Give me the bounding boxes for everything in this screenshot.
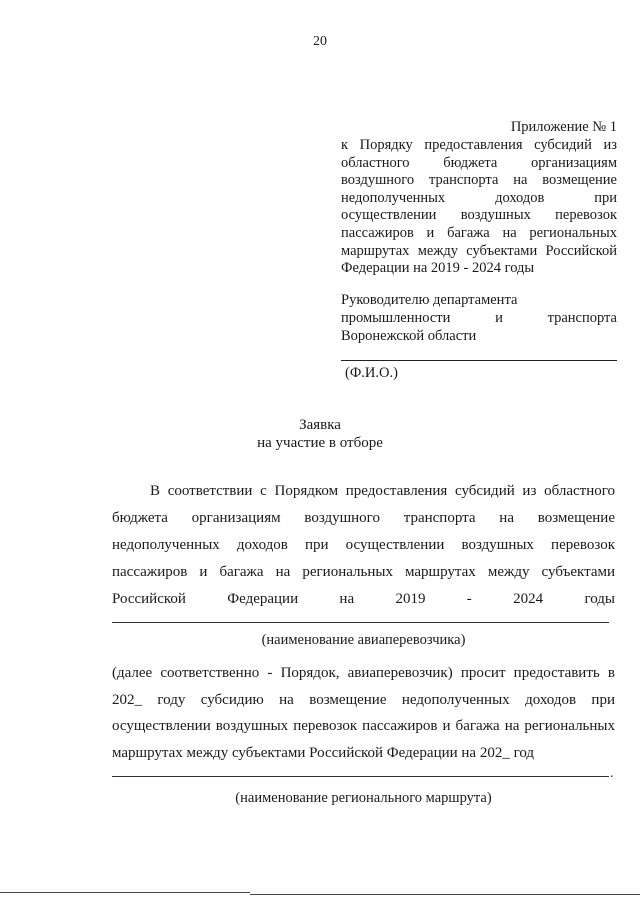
route-line-end-mark: . bbox=[610, 766, 614, 781]
addressee-line: Воронежской области bbox=[341, 328, 477, 344]
paragraph-line: осуществлении воздушных перевозок пассажиров и багажа на региональных bbox=[112, 718, 615, 734]
paragraph-line: Российской Федерации на 2019 - 2024 годы bbox=[112, 591, 615, 607]
page-bottom-rule bbox=[0, 892, 250, 893]
carrier-name-caption: (наименование авиаперевозчика) bbox=[261, 632, 466, 648]
annex-line: к Порядку предоставления субсидий из bbox=[341, 137, 617, 153]
annex-title: Приложение № 1 bbox=[510, 119, 617, 135]
annex-line: маршрутах между субъектами Российской bbox=[341, 242, 617, 259]
paragraph-request bbox=[112, 660, 615, 766]
annex-reference bbox=[341, 137, 617, 278]
page-bottom-rule bbox=[250, 894, 640, 895]
paragraph-line: недополученных доходов при осуществлении воздушных перевозок bbox=[112, 537, 615, 553]
carrier-name-blank-line[interactable] bbox=[112, 622, 609, 623]
paragraph-line: 202_ году субсидию на возмещение недополученных доходов при bbox=[112, 691, 615, 708]
route-name-blank-line[interactable] bbox=[112, 776, 609, 777]
addressee-line: промышленности и транспорта bbox=[341, 310, 617, 326]
fio-label: (Ф.И.О.) bbox=[345, 365, 398, 381]
paragraph-line: маршрутах между субъектами Российской Федерации на 202_ год bbox=[112, 744, 535, 761]
annex-line: осуществлении воздушных перевозок bbox=[341, 207, 617, 224]
heading-title: Заявка bbox=[299, 417, 341, 433]
application-heading bbox=[0, 416, 640, 452]
fio-blank-line[interactable] bbox=[341, 360, 617, 361]
paragraph-line: В соответствии с Порядком предоставления субсидий из областного bbox=[150, 483, 615, 499]
annex-line: воздушного транспорта на возмещение bbox=[341, 172, 617, 189]
route-name-caption: (наименование регионального маршрута) bbox=[235, 790, 492, 806]
annex-line: пассажиров и багажа на региональных bbox=[341, 224, 617, 241]
paragraph-line: (далее соответственно - Порядок, авиаперевозчик) просит предоставить в bbox=[112, 665, 615, 681]
paragraph-line: бюджета организациям воздушного транспорта на возмещение bbox=[112, 510, 615, 526]
paragraph-intro bbox=[112, 478, 615, 613]
page-number: 20 bbox=[313, 34, 327, 49]
paragraph-line: пассажиров и багажа на региональных маршрутах между субъектами bbox=[112, 564, 615, 580]
annex-line: Федерации на 2019 - 2024 годы bbox=[341, 260, 535, 277]
addressee-block bbox=[341, 291, 617, 345]
annex-line: областного бюджета организациям bbox=[341, 154, 617, 171]
annex-line: недополученных доходов при bbox=[341, 189, 617, 206]
addressee-line: Руководителю департамента bbox=[341, 292, 518, 308]
heading-subtitle: на участие в отборе bbox=[257, 435, 383, 451]
